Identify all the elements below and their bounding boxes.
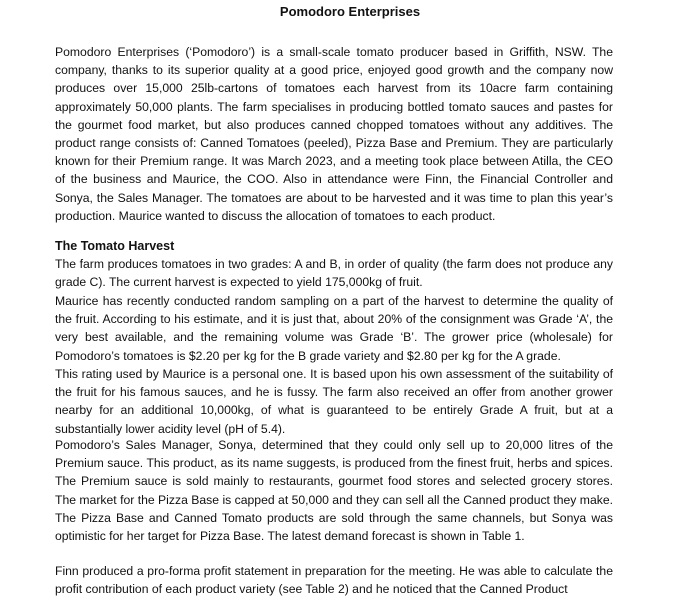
harvest-paragraph-sampling: Maurice has recently conducted random sampling on a part of the harvest to determine the quality of the fruit. According to his estimate, and it is just that, about 20% of the consignment was Grade ‘A’, the very best available, and the remaining volume was Grade ‘B’. The grower price (wholesale) for Pomodoro’s tomatoes is $2.20 per kg for the B grade variety and $2.80 per kg for the A grade. [55,294,613,363]
harvest-paragraph-profit: Finn produced a pro-forma profit statement in preparation for the meeting. He was able to calculate the profit contribution of each product variety (see Table 2) and he noticed that the Canned Product [55,564,613,597]
section-heading-tomato-harvest: The Tomato Harvest [55,239,175,253]
harvest-paragraph-grades: The farm produces tomatoes in two grades: A and B, in order of quality (the farm does not produce any grade C). The current harvest is expected to yield 175,000kg of fruit. [55,257,613,290]
harvest-paragraph-rating: This rating used by Maurice is a personal one. It is based upon his own assessment of the suitability of the fruit for his famous sauces, and he is fussy. The farm also received an offer from another grower nearby for an additional 10,000kg, of what is guaranteed to be entirely Grade A fruit, but at a substantially lower acidity level (pH of 5.4). [55,367,613,436]
intro-paragraph: Pomodoro Enterprises (‘Pomodoro’) is a small-scale tomato producer based in Griffith, NSW. The company, thanks to its superior quality at a good price, enjoyed good growth and the company now produces over 15,000 25lb-cartons of tomatoes each harvest from its 10acre farm containing approximately 50,000 plants. The farm specialises in producing bottled tomato sauces and pastes for the gourmet food market, but also produces canned chopped tomatoes without any additives. The product range consists of: Canned Tomatoes (peeled), Pizza Base and Premium. They are particularly known for their Premium range. It was March 2023, and a meeting took place between Atilla, the CEO of the business and Maurice, the COO. Also in attendance were Finn, the Financial Controller and Sonya, the Sales Manager. The tomatoes are about to be harvested and it was time to plan this year’s production. Maurice wanted to discuss the allocation of tomatoes to each product. [55,45,613,223]
harvest-paragraph-sales: Pomodoro’s Sales Manager, Sonya, determined that they could only sell up to 20,000 litres of the Premium sauce. This product, as its name suggests, is produced from the finest fruit, herbs and spices. The Premium sauce is sold mainly to restaurants, gourmet food stores and selected grocery stores. The market for the Pizza Base is capped at 50,000 and they can sell all the Canned product they make. The Pizza Base and Canned Tomato products are sold through the same channels, but Sonya was optimistic for her target for Pizza Base. The latest demand forecast is shown in Table 1. [55,438,613,544]
document-title: Pomodoro Enterprises [279,4,421,19]
